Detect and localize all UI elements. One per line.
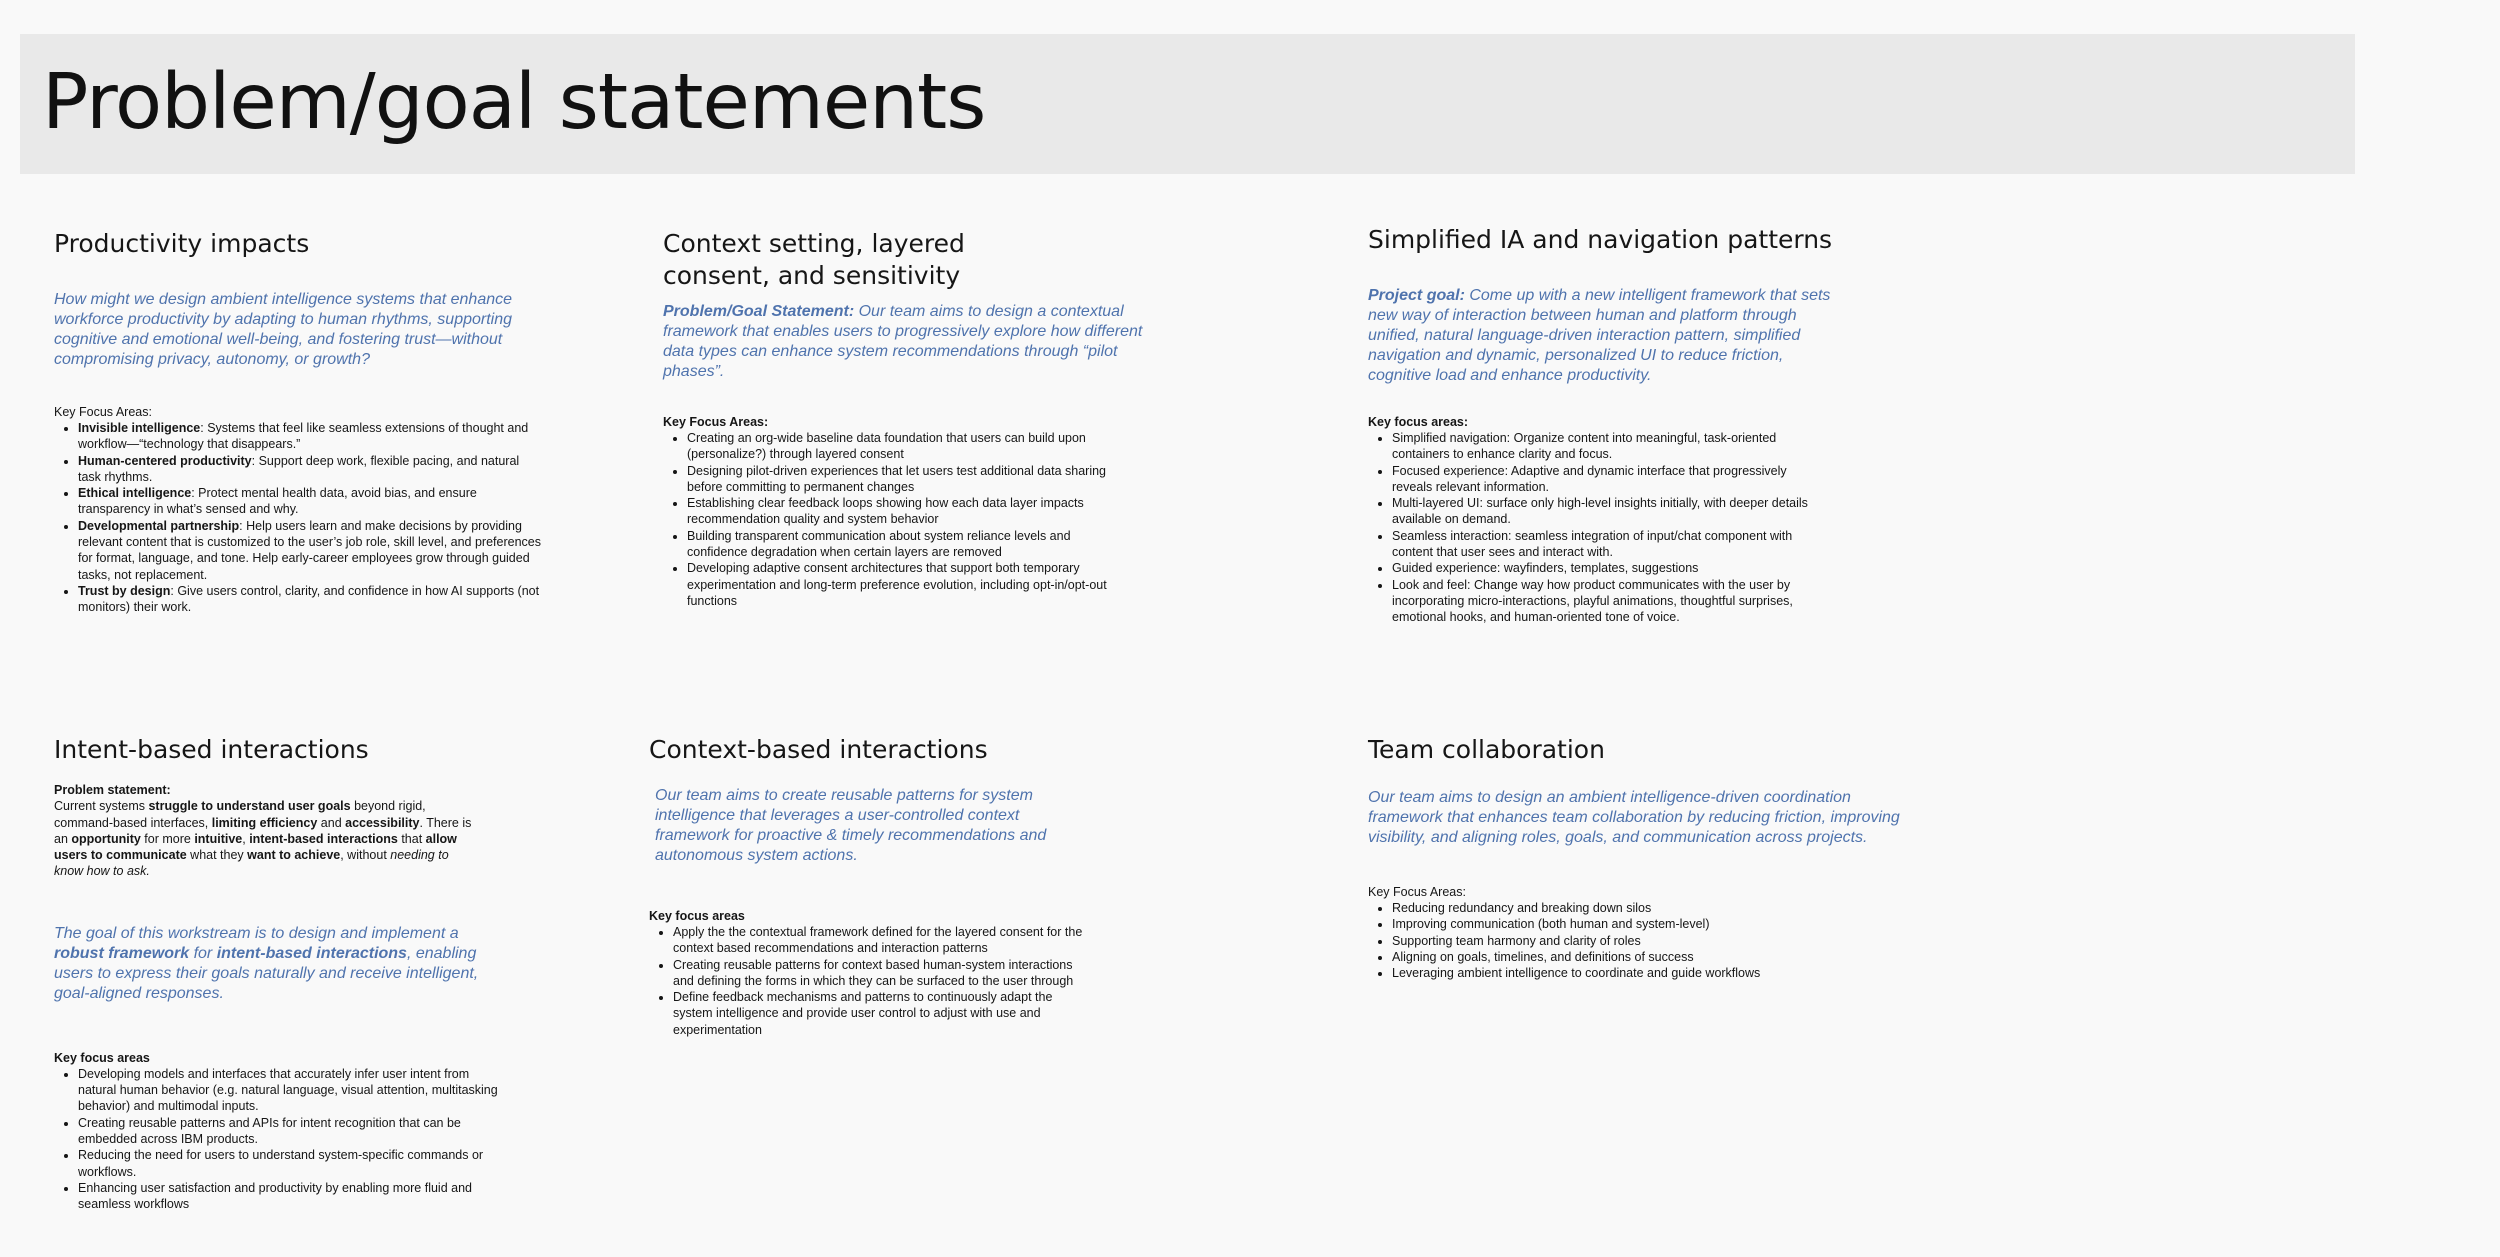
list-item: • Improving communication (both human and system-level) (1392, 916, 1928, 932)
goal-statement: Our team aims to design an ambient intelligence-driven coordination framework that enhances team collaboration by reducing friction, improving visibility, and aligning roles, goals, and communication across projects. (1368, 789, 1900, 846)
list-item: • Establishing clear feedback loops showing how each data layer impacts recommendation quality and system behavior (687, 495, 1127, 528)
focus-list (649, 924, 1093, 1038)
focus-label: Key focus areas: (1368, 415, 1469, 429)
focus-label: Key focus areas (649, 909, 745, 923)
list-item: • Apply the the contextual framework defined for the layered consent for the context based recommendations and interaction patterns (673, 924, 1093, 957)
goal-statement: How might we design ambient intelligence systems that enhance workforce productivity by adapting to human rhythms, supporting cognitive and emotional well-being, and fostering trust—without compromising privacy, autonomy, or growth? (54, 291, 513, 368)
list-item: • Creating reusable patterns for context based human-system interactions and defining the forms in which they can be surfaced to the user through (673, 957, 1093, 990)
list-item: • Invisible intelligence: Systems that feel like seamless extensions of thought and workflow—“technology that disappears.” (78, 420, 544, 453)
list-item: • Enhancing user satisfaction and productivity by enabling more fluid and seamless workflows (78, 1180, 508, 1213)
list-item: • Human-centered productivity: Support deep work, flexible pacing, and natural task rhythms. (78, 453, 544, 486)
list-item: • Developing adaptive consent architectures that support both temporary experimentation and long-term preference evolution, including opt-in/opt-out functions (687, 560, 1127, 609)
title-banner (20, 34, 2355, 174)
section-title: Context-based interactions (649, 735, 988, 764)
goal-statement: Project goal: Come up with a new intelligent framework that sets new way of interaction between human and platform through unified, natural language-driven interaction pattern, simplified navigation and dynamic, personalized UI to reduce friction, cognitive load and enhance productivity. (1368, 287, 1831, 384)
section-team (1368, 734, 1928, 981)
list-item: • Trust by design: Give users control, clarity, and confidence in how AI supports (not monitors) their work. (78, 583, 544, 616)
list-item: • Define feedback mechanisms and patterns to continuously adapt the system intelligence and provide user control to adjust with use and experimentation (673, 989, 1093, 1038)
list-item: • Creating an org-wide baseline data foundation that users can build upon (personalize?) through layered consent (687, 430, 1127, 463)
list-item: • Look and feel: Change way how product communicates with the user by incorporating micro-interactions, playful animations, thoughtful surprises, emotional hooks, and human-oriented tone of voice. (1392, 577, 1812, 626)
list-item: • Focused experience: Adaptive and dynamic interface that progressively reveals relevant information. (1392, 463, 1812, 496)
section-title: Context setting, layered consent, and sensitivity (663, 229, 965, 290)
list-item: • Multi-layered UI: surface only high-level insights initially, with deeper details available on demand. (1392, 495, 1812, 528)
focus-list (1368, 900, 1928, 981)
section-simplified-ia (1368, 224, 1848, 626)
list-item: • Guided experience: wayfinders, templates, suggestions (1392, 560, 1812, 576)
section-productivity (54, 228, 544, 616)
focus-list (1368, 430, 1812, 626)
list-item: • Supporting team harmony and clarity of roles (1392, 933, 1928, 949)
list-item: • Leveraging ambient intelligence to coordinate and guide workflows (1392, 965, 1928, 981)
goal-statement: Our team aims to create reusable patterns for system intelligence that leverages a user-controlled context framework for proactive & timely recommendations and autonomous system actions. (655, 787, 1047, 864)
section-title: Simplified IA and navigation patterns (1368, 225, 1833, 254)
goal-statement: Problem/Goal Statement: Our team aims to design a contextual framework that enables users to progressively explore how different data types can enhance system recommendations through “pilot phases”. (663, 303, 1143, 380)
list-item: • Developing models and interfaces that accurately infer user intent from natural human behavior (e.g. natural language, visual attention, multitasking behavior) and multimodal inputs. (78, 1066, 508, 1115)
list-item: • Reducing redundancy and breaking down silos (1392, 900, 1928, 916)
problem-statement: Problem statement: Current systems struggle to understand user goals beyond rigid, command-based interfaces, limiting efficiency and accessibility. There is an opportunity for more intuitive, intent-based interactions that allow users to communicate what they want to achieve, without needing to know how to ask. (54, 783, 472, 879)
focus-list (54, 420, 544, 616)
focus-label: Key Focus Areas: (54, 405, 152, 419)
section-context-consent (663, 228, 1143, 609)
focus-label: Key Focus Areas: (663, 415, 769, 429)
list-item: • Ethical intelligence: Protect mental health data, avoid bias, and ensure transparency in what’s sensed and why. (78, 485, 544, 518)
section-title: Intent-based interactions (54, 735, 369, 764)
section-title: Productivity impacts (54, 229, 310, 258)
section-title: Team collaboration (1368, 735, 1605, 764)
goal-statement: The goal of this workstream is to design and implement a robust framework for intent-based interactions, enabling users to express their goals naturally and receive intelligent, goal-aligned responses. (54, 924, 479, 1002)
list-item: • Creating reusable patterns and APIs for intent recognition that can be embedded across IBM products. (78, 1115, 508, 1148)
focus-list (663, 430, 1127, 609)
page-title: Problem/goal statements (42, 58, 986, 147)
list-item: • Aligning on goals, timelines, and definitions of success (1392, 949, 1928, 965)
focus-label: Key Focus Areas: (1368, 885, 1466, 899)
focus-label: Key focus areas (54, 1050, 150, 1065)
list-item: • Developmental partnership: Help users learn and make decisions by providing relevant content that is customized to the user’s job role, skill level, and preferences for format, language, and tone. Help early-career employees grow through guided tasks, not replacement. (78, 518, 544, 583)
list-item: • Seamless interaction: seamless integration of input/chat component with content that user sees and interact with. (1392, 528, 1812, 561)
list-item: • Building transparent communication about system reliance levels and confidence degradation when certain layers are removed (687, 528, 1127, 561)
list-item: • Simplified navigation: Organize content into meaningful, task-oriented containers to enhance clarity and focus. (1392, 430, 1812, 463)
section-context-based (649, 734, 1119, 1038)
focus-list (54, 1066, 508, 1213)
section-intent (54, 734, 504, 1212)
list-item: • Designing pilot-driven experiences that let users test additional data sharing before committing to permanent changes (687, 463, 1127, 496)
list-item: • Reducing the need for users to understand system-specific commands or workflows. (78, 1147, 508, 1180)
